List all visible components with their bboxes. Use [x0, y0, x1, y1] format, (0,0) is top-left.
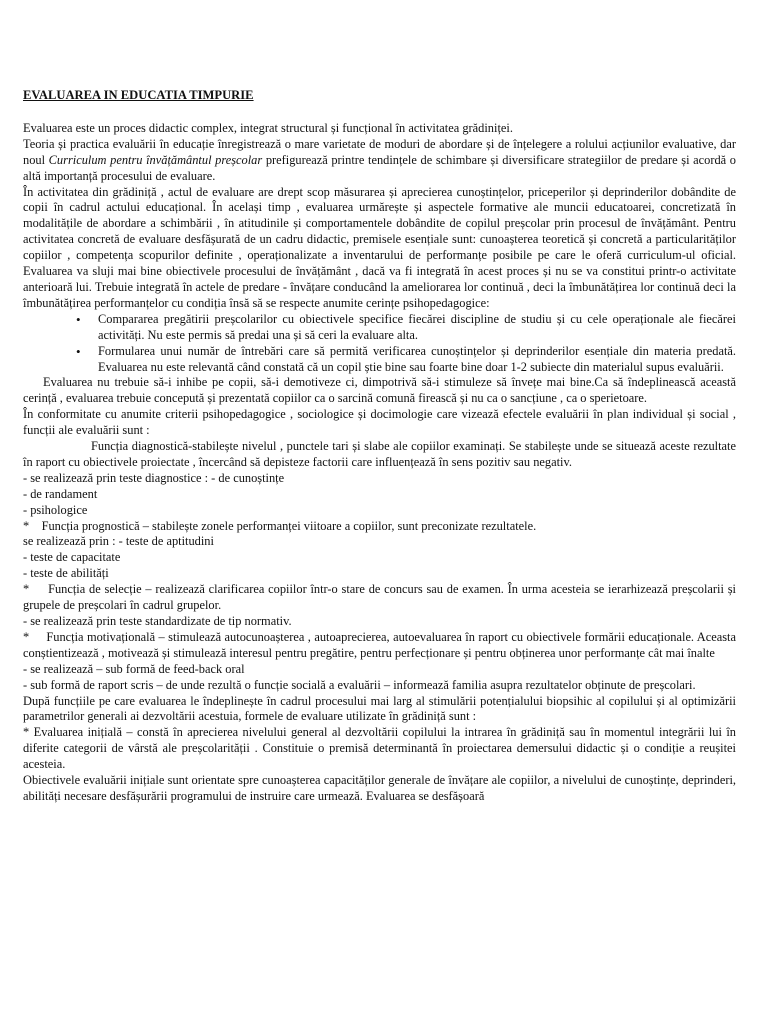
paragraph-motivational: * Funcția motivațională – stimulează autocunoașterea , autoaprecierea, autoevaluarea în raport cu obiectivele formării educaționale. Aceasta conștientizează , motivează și stimulează interesul pentru pregătire, pentru perfecționare și pentru obținerea unor performanțe cât mai înalte [23, 629, 740, 660]
line: - teste de abilități [23, 566, 109, 581]
line: se realizează prin : - teste de aptitudini [23, 534, 214, 549]
paragraph-criteria: În conformitate cu anumite criterii psihopedagogice , sociologice și docimologie care vizează efectele evaluării în plan individual și social , funcții ale evaluării sunt : [23, 407, 736, 438]
line: - psihologice [23, 502, 88, 517]
curriculum-title: Curriculum pentru învățământul preșcolar [48, 152, 263, 167]
line: - se realizează prin teste diagnostice : - de cunoștințe [23, 470, 285, 485]
line: - de randament [23, 486, 98, 501]
paragraph-activity: În activitatea din grădiniță , actul de evaluare are drept scop măsurarea și aprecierea cunoștințelor, priceperilor și deprinderilor dobândite de copii în cadrul actului educațional. În același timp , evaluarea urmărește și aspectele formative ale muncii educatoarei, concretizată în modalitățile de abordare a schimbării , în atitudinile și comportamentele dobândite de copilul preșcolar prin procesul de învățământ. Pentru activitatea concretă de evaluare desfășurată de un cadru didactic, premisele esențiale sunt: cunoașterea teoretică și concretă a particularităților copiilor , competența scopurilor definite , operaționalizate a inventarului de performanțe posibile pe care le oferă curriculum-ul oficial. Evaluarea va sluji mai bine obiectivele procesului de învățământ , dacă va fi integrată în acest proces și nu se va constitui printr-o activitate anterioară lui. Trebuie integrată în actele de predare - învățare conducând la ameliorarea lor continuă , deci la îmbunătățirea lor continuă deci la îmbunătățirea performanțelor cu condiția însă să se respecte anumite cerințe psihopedagogice: [23, 184, 736, 310]
line: - se realizează – sub formă de feed-back oral [23, 661, 245, 676]
paragraph-objectives: Obiectivele evaluării inițiale sunt orientate spre cunoașterea capacităților generale de învățare ale copiilor, a nivelului de cunoștințe, deprinderi, abilități necesare desfășurării programului de instruire care urmează. Evaluarea se desfășoară [23, 773, 736, 803]
paragraph-motivation: Evaluarea nu trebuie să-i inhibe pe copii, să-i demotiveze ci, dimpotrivă să-i stimuleze să învețe mai bine.Ca să îndeplinească această cerință , evaluarea trebuie concepută și prezentată copiilor ca o sarcină comună firească și nu ca o sancțiune , ca o sperietoare. [23, 375, 736, 406]
paragraph-theory [23, 137, 736, 185]
list-item: • Formularea unui număr de întrebări care să permită verificarea cunoștințelor și deprinderilor esențiale din materia predată. Evaluarea nu este relevantă când constată că un copil știe bine sau foarte bine doar 1-2 subiecte din materialul supus evaluării. [98, 344, 736, 376]
paragraph-initial-evaluation: * Evaluarea inițială – constă în aprecierea nivelului general al dezvoltării copilului la intrarea în grădiniță sau în momentul integrării lui în diferite categorii de vârstă ale preșcolarității . Constituie o premisă determinantă în proiectarea demersului didactic și o condiție a reușitei acesteia. [23, 725, 736, 772]
paragraph-diagnostic: Funcția diagnostică-stabilește nivelul , punctele tari și slabe ale copiilor examinați. Se stabilește unde se situează aceste rezultate în raport cu obiectivele proiectate , încercând să depisteze factorii care influențează în sens pozitiv sau negativ. [23, 439, 736, 469]
list-item: • Compararea pregătirii preșcolarilor cu obiectivele specifice fiecărei discipline de studiu și cu cele operaționale ale fiecărei activități. Nu este permis să predai una și să ceri la evaluare alta. [98, 312, 736, 344]
line: - se realizează prin teste standardizate de tip normativ. [23, 614, 292, 628]
paragraph-theory-b: prefigurează printre tendințele de schimbare și diversificare strategiilor de predare și acordă o altă importanță procesului de evaluare. [23, 152, 736, 183]
paragraph-selection: * Funcția de selecție – realizează clarificarea copiilor într-o stare de concurs sau de examen. În urma acesteia se ierarhizează preșcolarii și grupele de preșcolari în cadrul grupelor. [23, 582, 740, 613]
paragraph-forms: După funcțiile pe care evaluarea le îndeplinește în cadrul procesului mai larg al stimulării potențialului biopsihic al copilului și al optimizării parametrilor generali ai dezvoltării acestuia, formele de evaluare utilizate în grădiniță sunt : [23, 693, 736, 724]
document-title: EVALUAREA IN EDUCATIA TIMPURIE [23, 88, 254, 102]
line: - teste de capacitate [23, 550, 121, 565]
paragraph-intro: Evaluarea este un proces didactic complex, integrat structural și funcțional în activitatea grădiniței. [23, 120, 513, 135]
document-page [23, 88, 740, 805]
requirements-list [23, 312, 736, 376]
paragraph-report: - sub formă de raport scris – de unde rezultă o funcție socială a evaluării – informează familia asupra rezultatelor obținute de preșcolari. [23, 677, 696, 692]
paragraph-theory-a: Teoria și practica evaluării în educație înregistrează o mare varietate de moduri de abordare și de înțelegere a rolului acțiunilor evaluative, dar noul [23, 136, 736, 167]
line: * Funcția prognostică – stabilește zonele performanței viitoare a copiilor, sunt preconizate rezultatele. [23, 518, 537, 533]
